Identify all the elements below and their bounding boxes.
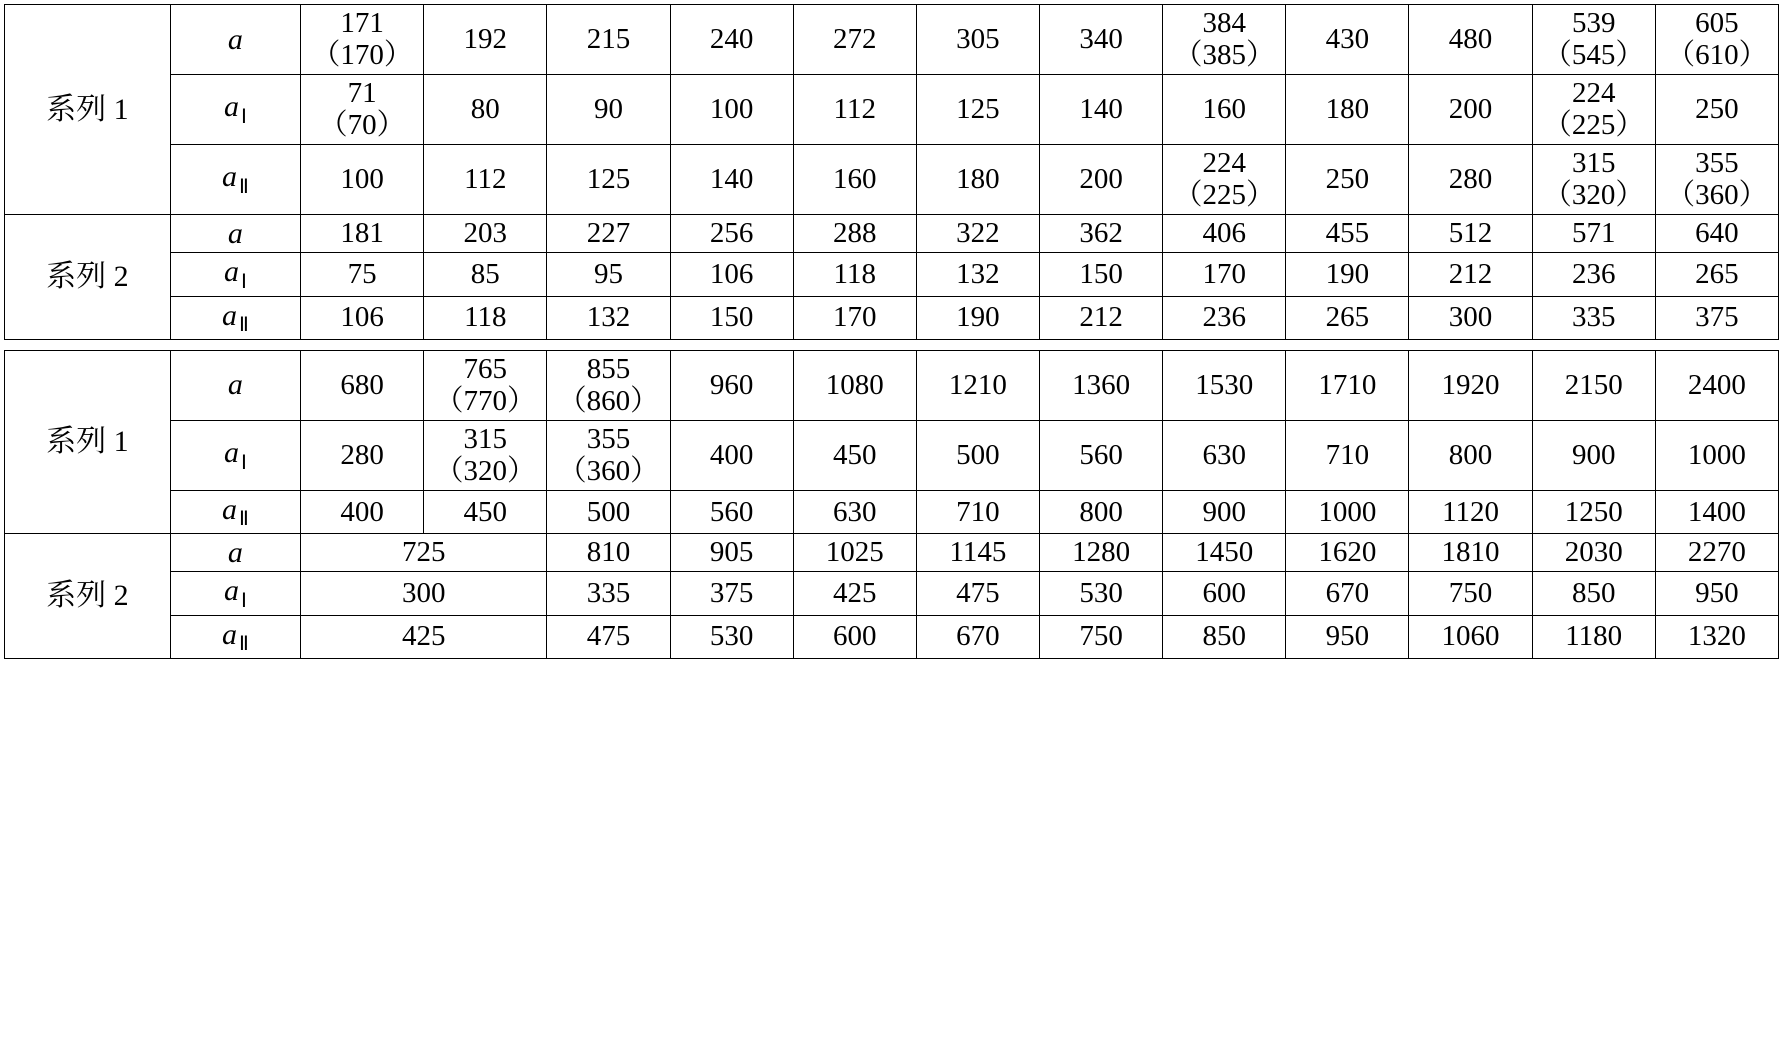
value-cell: 150 <box>670 296 793 339</box>
row-symbol <box>170 490 300 533</box>
table-row <box>5 144 1779 214</box>
value-cell: 265 <box>1655 253 1778 296</box>
value-cell <box>547 350 670 420</box>
symbol-subscript: Ⅱ <box>238 633 249 656</box>
series-label: 系列 1 <box>5 5 171 215</box>
row-symbol <box>170 253 300 296</box>
value-cell: 1400 <box>1655 490 1778 533</box>
value-cell: 1280 <box>1039 533 1162 572</box>
value-cell: 362 <box>1039 214 1162 253</box>
symbol-subscript: Ⅱ <box>238 176 249 199</box>
value-cell: 192 <box>424 5 547 75</box>
value-cell: 272 <box>793 5 916 75</box>
value-alternate: （770） <box>434 385 537 418</box>
value-cell: 200 <box>1039 144 1162 214</box>
symbol-glyph: a <box>227 22 243 56</box>
value-cell: 455 <box>1286 214 1409 253</box>
value-cell: 305 <box>916 5 1039 75</box>
value-cell: 950 <box>1655 572 1778 615</box>
value-cell <box>1655 5 1778 75</box>
value-cell: 400 <box>301 490 424 533</box>
value-cell: 212 <box>1409 253 1532 296</box>
value-cell <box>1532 74 1655 144</box>
value-cell: 800 <box>1409 420 1532 490</box>
table-row <box>5 533 1779 572</box>
value-cell: 160 <box>1163 74 1286 144</box>
value-alternate: （320） <box>434 455 537 488</box>
value-cell: 670 <box>916 615 1039 658</box>
value-cell: 1080 <box>793 350 916 420</box>
value-cell <box>1163 5 1286 75</box>
value-alternate: （360） <box>1666 179 1768 212</box>
value-cell: 670 <box>1286 572 1409 615</box>
value-alternate: （70） <box>318 109 406 142</box>
value-cell: 181 <box>301 214 424 253</box>
row-symbol <box>170 74 300 144</box>
value-cell: 212 <box>1039 296 1162 339</box>
row-symbol <box>170 533 300 572</box>
value-cell: 512 <box>1409 214 1532 253</box>
value-cell: 236 <box>1532 253 1655 296</box>
value-cell: 132 <box>547 296 670 339</box>
value-cell: 480 <box>1409 5 1532 75</box>
value-cell: 340 <box>1039 5 1162 75</box>
value-cell <box>1532 144 1655 214</box>
series-label: 系列 2 <box>5 214 171 339</box>
value-cell: 203 <box>424 214 547 253</box>
row-symbol <box>170 5 300 75</box>
value-cell: 118 <box>424 296 547 339</box>
symbol-glyph: a <box>223 255 239 289</box>
value-cell: 850 <box>1163 615 1286 658</box>
value-cell: 905 <box>670 533 793 572</box>
row-symbol <box>170 420 300 490</box>
value-alternate: （170） <box>311 39 413 72</box>
value-cell: 450 <box>793 420 916 490</box>
value-cell: 1620 <box>1286 533 1409 572</box>
value-cell: 2270 <box>1655 533 1778 572</box>
value-cell <box>424 420 547 490</box>
symbol-glyph: a <box>221 298 237 332</box>
value-primary: 224 <box>1571 76 1616 109</box>
row-symbol <box>170 296 300 339</box>
value-cell: 150 <box>1039 253 1162 296</box>
symbol-glyph: a <box>227 216 243 250</box>
table-row <box>5 490 1779 533</box>
table-row <box>5 214 1779 253</box>
value-cell: 106 <box>301 296 424 339</box>
symbol-subscript: Ⅰ <box>240 590 247 613</box>
value-cell: 75 <box>301 253 424 296</box>
value-cell: 640 <box>1655 214 1778 253</box>
value-alternate: （385） <box>1173 39 1275 72</box>
symbol-glyph: a <box>221 492 237 526</box>
table-gap <box>0 340 1783 346</box>
value-cell: 132 <box>916 253 1039 296</box>
symbol-subscript: Ⅱ <box>238 314 249 337</box>
table-row <box>5 615 1779 658</box>
value-cell: 180 <box>916 144 1039 214</box>
value-cell: 300 <box>301 572 547 615</box>
value-cell: 2150 <box>1532 350 1655 420</box>
symbol-subscript: Ⅱ <box>238 508 249 531</box>
table-row <box>5 420 1779 490</box>
value-cell: 1180 <box>1532 615 1655 658</box>
value-primary: 315 <box>463 422 508 455</box>
value-cell: 400 <box>670 420 793 490</box>
value-cell: 322 <box>916 214 1039 253</box>
value-cell <box>424 350 547 420</box>
value-alternate: （360） <box>557 455 660 488</box>
value-cell: 80 <box>424 74 547 144</box>
value-cell: 475 <box>916 572 1039 615</box>
value-cell: 335 <box>1532 296 1655 339</box>
value-cell: 630 <box>793 490 916 533</box>
value-cell: 106 <box>670 253 793 296</box>
value-cell: 425 <box>793 572 916 615</box>
value-cell: 900 <box>1532 420 1655 490</box>
value-primary: 71 <box>347 76 377 109</box>
value-primary: 765 <box>463 352 508 385</box>
value-primary: 355 <box>1695 146 1739 179</box>
value-cell: 1920 <box>1409 350 1532 420</box>
value-cell: 112 <box>424 144 547 214</box>
value-cell: 960 <box>670 350 793 420</box>
value-cell: 710 <box>916 490 1039 533</box>
value-cell <box>1163 144 1286 214</box>
value-cell: 90 <box>547 74 670 144</box>
value-cell: 1060 <box>1409 615 1532 658</box>
value-cell: 375 <box>1655 296 1778 339</box>
symbol-subscript: Ⅰ <box>240 271 247 294</box>
value-cell: 190 <box>916 296 1039 339</box>
value-primary: 224 <box>1202 146 1246 179</box>
value-cell: 630 <box>1163 420 1286 490</box>
row-symbol <box>170 615 300 658</box>
value-cell: 140 <box>670 144 793 214</box>
value-cell: 425 <box>301 615 547 658</box>
value-cell <box>301 74 424 144</box>
symbol-glyph: a <box>221 160 237 194</box>
value-cell <box>547 420 670 490</box>
value-cell: 125 <box>916 74 1039 144</box>
value-cell: 1025 <box>793 533 916 572</box>
value-cell: 1320 <box>1655 615 1778 658</box>
value-cell: 1530 <box>1163 350 1286 420</box>
value-cell: 1120 <box>1409 490 1532 533</box>
value-alternate: （225） <box>1542 109 1645 142</box>
value-cell: 1710 <box>1286 350 1409 420</box>
value-cell: 200 <box>1409 74 1532 144</box>
symbol-glyph: a <box>227 535 243 569</box>
value-cell: 280 <box>301 420 424 490</box>
value-cell: 475 <box>547 615 670 658</box>
value-cell: 1000 <box>1655 420 1778 490</box>
data-table-lower <box>4 350 1779 659</box>
value-cell: 335 <box>547 572 670 615</box>
value-primary: 605 <box>1695 7 1739 39</box>
table-row <box>5 350 1779 420</box>
value-cell: 180 <box>1286 74 1409 144</box>
value-cell: 95 <box>547 253 670 296</box>
value-cell: 530 <box>670 615 793 658</box>
symbol-subscript: Ⅰ <box>240 451 247 474</box>
value-cell: 85 <box>424 253 547 296</box>
table-row <box>5 253 1779 296</box>
value-cell: 215 <box>547 5 670 75</box>
row-symbol <box>170 144 300 214</box>
value-cell: 1145 <box>916 533 1039 572</box>
value-cell: 1450 <box>1163 533 1286 572</box>
symbol-glyph: a <box>223 436 239 470</box>
value-cell: 125 <box>547 144 670 214</box>
value-cell: 140 <box>1039 74 1162 144</box>
value-cell: 900 <box>1163 490 1286 533</box>
value-cell: 288 <box>793 214 916 253</box>
value-cell: 725 <box>301 533 547 572</box>
value-cell: 100 <box>301 144 424 214</box>
value-cell: 600 <box>793 615 916 658</box>
value-cell: 450 <box>424 490 547 533</box>
value-alternate: （860） <box>557 385 660 418</box>
value-cell: 500 <box>916 420 1039 490</box>
row-symbol <box>170 572 300 615</box>
value-primary: 384 <box>1202 7 1246 39</box>
value-primary: 539 <box>1571 7 1616 39</box>
table-row <box>5 296 1779 339</box>
value-alternate: （545） <box>1542 39 1645 72</box>
value-primary: 355 <box>586 422 631 455</box>
value-cell: 2400 <box>1655 350 1778 420</box>
symbol-glyph: a <box>223 90 239 124</box>
document-page <box>0 4 1783 1052</box>
value-cell: 190 <box>1286 253 1409 296</box>
value-cell: 560 <box>1039 420 1162 490</box>
value-primary: 171 <box>340 7 384 39</box>
value-cell: 1210 <box>916 350 1039 420</box>
table-row <box>5 74 1779 144</box>
value-cell <box>1655 144 1778 214</box>
symbol-subscript: Ⅰ <box>240 106 247 129</box>
value-cell: 265 <box>1286 296 1409 339</box>
value-cell: 950 <box>1286 615 1409 658</box>
value-alternate: （610） <box>1666 39 1768 72</box>
value-cell: 170 <box>1163 253 1286 296</box>
value-cell: 571 <box>1532 214 1655 253</box>
symbol-glyph: a <box>221 617 237 651</box>
value-cell: 560 <box>670 490 793 533</box>
value-cell: 750 <box>1039 615 1162 658</box>
value-cell: 810 <box>547 533 670 572</box>
value-cell: 530 <box>1039 572 1162 615</box>
value-cell: 430 <box>1286 5 1409 75</box>
value-cell <box>301 5 424 75</box>
value-primary: 315 <box>1571 146 1616 179</box>
value-cell: 750 <box>1409 572 1532 615</box>
symbol-glyph: a <box>223 574 239 608</box>
value-cell <box>1532 5 1655 75</box>
value-cell: 236 <box>1163 296 1286 339</box>
symbol-glyph: a <box>227 368 243 402</box>
value-cell: 850 <box>1532 572 1655 615</box>
value-cell: 680 <box>301 350 424 420</box>
value-cell: 406 <box>1163 214 1286 253</box>
value-cell: 112 <box>793 74 916 144</box>
value-cell: 600 <box>1163 572 1286 615</box>
value-cell: 170 <box>793 296 916 339</box>
value-cell: 1810 <box>1409 533 1532 572</box>
value-cell: 160 <box>793 144 916 214</box>
value-cell: 300 <box>1409 296 1532 339</box>
value-cell: 500 <box>547 490 670 533</box>
value-cell: 280 <box>1409 144 1532 214</box>
series-label: 系列 2 <box>5 533 171 658</box>
value-alternate: （225） <box>1173 179 1275 212</box>
value-cell: 250 <box>1286 144 1409 214</box>
row-symbol <box>170 214 300 253</box>
value-cell: 800 <box>1039 490 1162 533</box>
value-primary: 855 <box>586 352 631 385</box>
data-table-upper <box>4 4 1779 340</box>
value-cell: 250 <box>1655 74 1778 144</box>
row-symbol <box>170 350 300 420</box>
value-cell: 118 <box>793 253 916 296</box>
value-cell: 710 <box>1286 420 1409 490</box>
value-cell: 2030 <box>1532 533 1655 572</box>
table-row <box>5 572 1779 615</box>
series-label: 系列 1 <box>5 350 171 533</box>
value-alternate: （320） <box>1542 179 1645 212</box>
value-cell: 240 <box>670 5 793 75</box>
table-row <box>5 5 1779 75</box>
value-cell: 256 <box>670 214 793 253</box>
value-cell: 1250 <box>1532 490 1655 533</box>
value-cell: 100 <box>670 74 793 144</box>
value-cell: 1000 <box>1286 490 1409 533</box>
value-cell: 227 <box>547 214 670 253</box>
value-cell: 375 <box>670 572 793 615</box>
value-cell: 1360 <box>1039 350 1162 420</box>
